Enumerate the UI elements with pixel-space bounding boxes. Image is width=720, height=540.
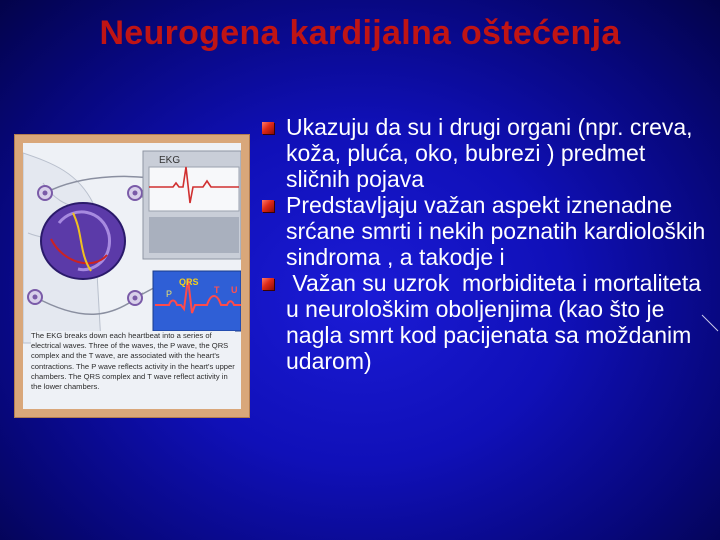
bullet-text: Predstavljaju važan aspekt iznenadne srćane smrti i nekih poznatih kardioloških sindroma , a takodje i: [286, 192, 706, 270]
pen-stroke-mark: [700, 313, 720, 333]
bullet-item: [262, 114, 712, 192]
bullet-item: [262, 192, 712, 270]
ekg-monitor: [143, 151, 241, 259]
square-bullet-icon: [262, 278, 274, 290]
bullet-text: Važan su uzrok morbiditeta i mortaliteta u neurološkim oboljenjima (kao što je nagla smrt kod pacijenata sa moždanim udarom): [286, 270, 708, 374]
wave-label-u: U: [231, 285, 238, 295]
ekg-illustration-panel: [23, 143, 241, 409]
bullet-list: [262, 114, 712, 374]
monitor-label: EKG: [159, 155, 181, 166]
bullet-item: [262, 270, 712, 374]
wave-label-qrs: QRS: [179, 277, 199, 287]
bullet-text: Ukazuju da su i drugi organi (npr. creva, koža, pluća, oko, bubrezi ) predmet sličnih pojava: [286, 114, 693, 192]
square-bullet-icon: [262, 122, 274, 134]
square-bullet-icon: [262, 200, 274, 212]
wave-label-t: T: [214, 285, 220, 295]
slide-title: Neurogena kardijalna oštećenja: [99, 14, 621, 52]
figure-caption: The EKG breaks down each heartbeat into a series of electrical waves. Three of the waves, the P wave, the QRS complex and the T wave, are associated with the heart's contractions. The P wave reflects activity in the heart's upper chambers. The QRS complex and T wave reflect activity in the lower chambers.: [31, 331, 235, 392]
waveform-panel: [153, 271, 241, 331]
wave-label-p: P: [166, 289, 173, 299]
ekg-illustration: [14, 134, 250, 418]
heart-icon: [41, 203, 125, 279]
